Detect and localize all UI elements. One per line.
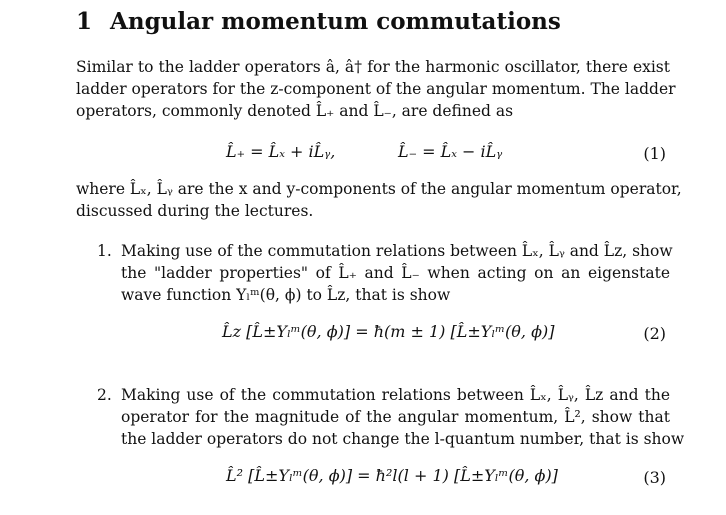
intro-paragraph [76, 56, 676, 122]
item-1-line-3: wave function Yₗᵐ(θ, ϕ) to L̂z, that is show [121, 286, 451, 304]
intro-line-2: ladder operators for the z-component of the angular momentum. The ladder [76, 80, 676, 98]
intro-line-1: Similar to the ladder operators â, â† for the harmonic oscillator, there exist [76, 58, 670, 76]
equation-2 [76, 322, 670, 350]
list-item [97, 384, 685, 450]
equation-2-number: (2) [643, 324, 666, 343]
after-eq1-line-1: where L̂ₓ, L̂ᵧ are the x and y-components of the angular momentum operator, [76, 180, 682, 198]
equation-2-body: L̂z [L̂±Yₗᵐ(θ, ϕ)] = ħ(m ± 1) [L̂±Yₗᵐ(θ, ϕ)] [222, 322, 555, 341]
after-equation-paragraph [76, 178, 682, 222]
item-2-line-3: the ladder operators do not change the l-quantum number, that is show [121, 430, 685, 448]
item-1-line-2: the "ladder properties" of L̂₊ and L̂₋ when acting on an eigenstate [121, 264, 670, 282]
list-item [97, 240, 673, 306]
equation-1-left: L̂₊ = L̂ₓ + iL̂ᵧ, [226, 142, 336, 161]
equation-1 [76, 142, 670, 170]
after-eq1-line-2: discussed during the lectures. [76, 202, 314, 220]
equation-3-number: (3) [643, 468, 666, 487]
section-title-text: Angular momentum commutations [110, 8, 561, 35]
list-item-marker: 2. [97, 386, 112, 404]
item-2-line-2: operator for the magnitude of the angular momentum, L̂², show that [121, 408, 670, 426]
list-item-marker: 1. [97, 242, 112, 260]
equation-3 [76, 466, 670, 494]
equation-1-number: (1) [643, 144, 666, 163]
item-2-line-1: Making use of the commutation relations between L̂ₓ, L̂ᵧ, L̂z and the [121, 386, 670, 404]
intro-line-3: operators, commonly denoted L̂₊ and L̂₋, are defined as [76, 102, 514, 120]
equation-1-right: L̂₋ = L̂ₓ − iL̂ᵧ [398, 142, 503, 161]
item-1-line-1: Making use of the commutation relations between L̂ₓ, L̂ᵧ and L̂z, show [121, 242, 673, 260]
section-number: 1 [76, 8, 93, 35]
equation-3-body: L̂² [L̂±Yₗᵐ(θ, ϕ)] = ħ²l(l + 1) [L̂±Yₗᵐ(θ, ϕ)] [226, 466, 558, 485]
section-heading [76, 8, 561, 35]
